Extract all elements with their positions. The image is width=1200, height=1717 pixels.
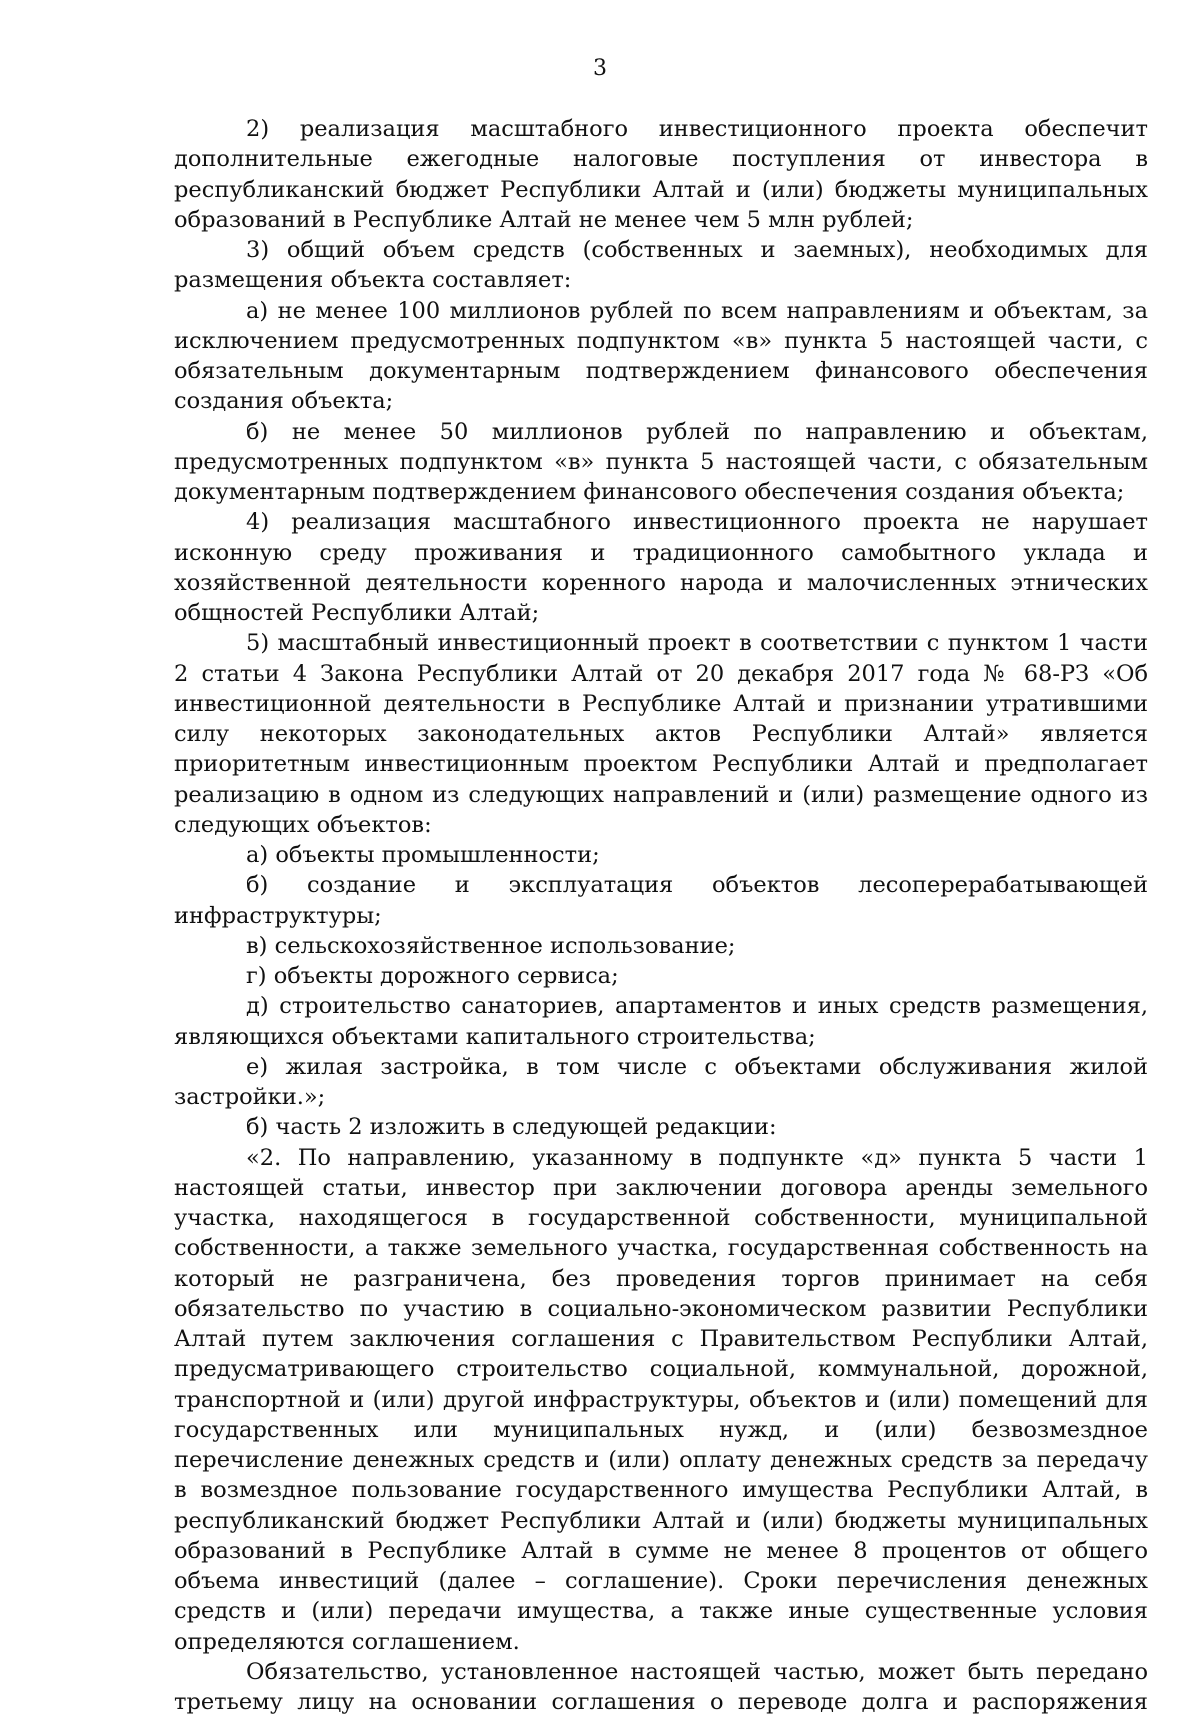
paragraph-obligation: Обязательство, установленное настоящей частью, может быть передано третьему лицу на основании соглашения о переводе долга и распоряжения: [174, 1658, 1148, 1715]
document-body: [174, 114, 1148, 1717]
paragraph-subitem-3a: а) не менее 100 миллионов рублей по всем направлениям и объектам, за исключением предусмотренных подпунктом «в» пункта 5 настоящей части, с обязательным документарным подтверждением финансового обеспечения создания объекта;: [174, 297, 1148, 415]
paragraph-subitem-3b: б) не менее 50 миллионов рублей по направлению и объектам, предусмотренных подпунктом «в» пункта 5 настоящей части, с обязательным документарным подтверждением финансового обеспечения создания объекта;: [174, 418, 1148, 505]
paragraph-amendment-b: б) часть 2 изложить в следующей редакции:: [246, 1114, 777, 1141]
paragraph-item-5: 5) масштабный инвестиционный проект в соответствии с пунктом 1 части 2 статьи 4 Закона Республики Алтай от 20 декабря 2017 года № 68-РЗ «Об инвестиционной деятельности в Республике Алтай и признании утратившими силу некоторых законодательных актов Республики Алтай» является приоритетным инвестиционным проектом Республики Алтай и предполагает реализацию в одном из следующих направлений и (или) размещение одного из следующих объектов:: [174, 630, 1148, 838]
paragraph-subitem-5b: б) создание и эксплуатация объектов лесоперерабатывающей инфраструктуры;: [174, 872, 1148, 929]
paragraph-subitem-5a: а) объекты промышленности;: [246, 842, 600, 868]
paragraph-item-2: 2) реализация масштабного инвестиционного проекта обеспечит дополнительные ежегодные налоговые поступления от инвестора в республиканский бюджет Республики Алтай и (или) бюджеты муниципальных образований в Республике Алтай не менее чем 5 млн рублей;: [174, 116, 1148, 233]
paragraph-subitem-5d: д) строительство санаториев, апартаментов и иных средств размещения, являющихся объектами капитального строительства;: [174, 993, 1148, 1050]
page-number: 3: [593, 56, 607, 81]
paragraph-part-2: «2. По направлению, указанному в подпункте «д» пункта 5 части 1 настоящей статьи, инвестор при заключении договора аренды земельного участка, находящегося в государственной собственности, муниципальной собственности, а также земельного участка, государственная собственность на который не разграничена, без проведения торгов принимает на себя обязательство по участию в социально-экономическом развитии Республики Алтай путем заключения соглашения с Правительством Республики Алтай, предусматривающего строительство социальной, коммунальной, дорожной, транспортной и (или) другой инфраструктуры, объектов и (или) помещений для государственных или муниципальных нужд, и (или) безвозмездное перечисление денежных средств и (или) оплату денежных средств за передачу в возмездное пользование государственного имущества Республики Алтай, в республиканский бюджет Республики Алтай и (или) бюджеты муниципальных образований в Республике Алтай в сумме не менее 8 процентов от общего объема инвестиций (далее – соглашение). Сроки перечисления денежных средств и (или) передачи имущества, а также иные существенные условия определяются соглашением.: [174, 1144, 1148, 1655]
paragraph-subitem-5g: г) объекты дорожного сервиса;: [246, 963, 619, 989]
paragraph-item-4: 4) реализация масштабного инвестиционного проекта не нарушает исконную среду проживания и традиционного самобытного уклада и хозяйственной деятельности коренного народа и малочисленных этнических общностей Республики Алтай;: [174, 509, 1148, 626]
paragraph-subitem-5e: е) жилая застройка, в том числе с объектами обслуживания жилой застройки.»;: [174, 1053, 1148, 1110]
paragraph-subitem-5v: в) сельскохозяйственное использование;: [246, 932, 736, 959]
paragraph-item-3: 3) общий объем средств (собственных и заемных), необходимых для размещения объекта составляет:: [174, 237, 1148, 294]
